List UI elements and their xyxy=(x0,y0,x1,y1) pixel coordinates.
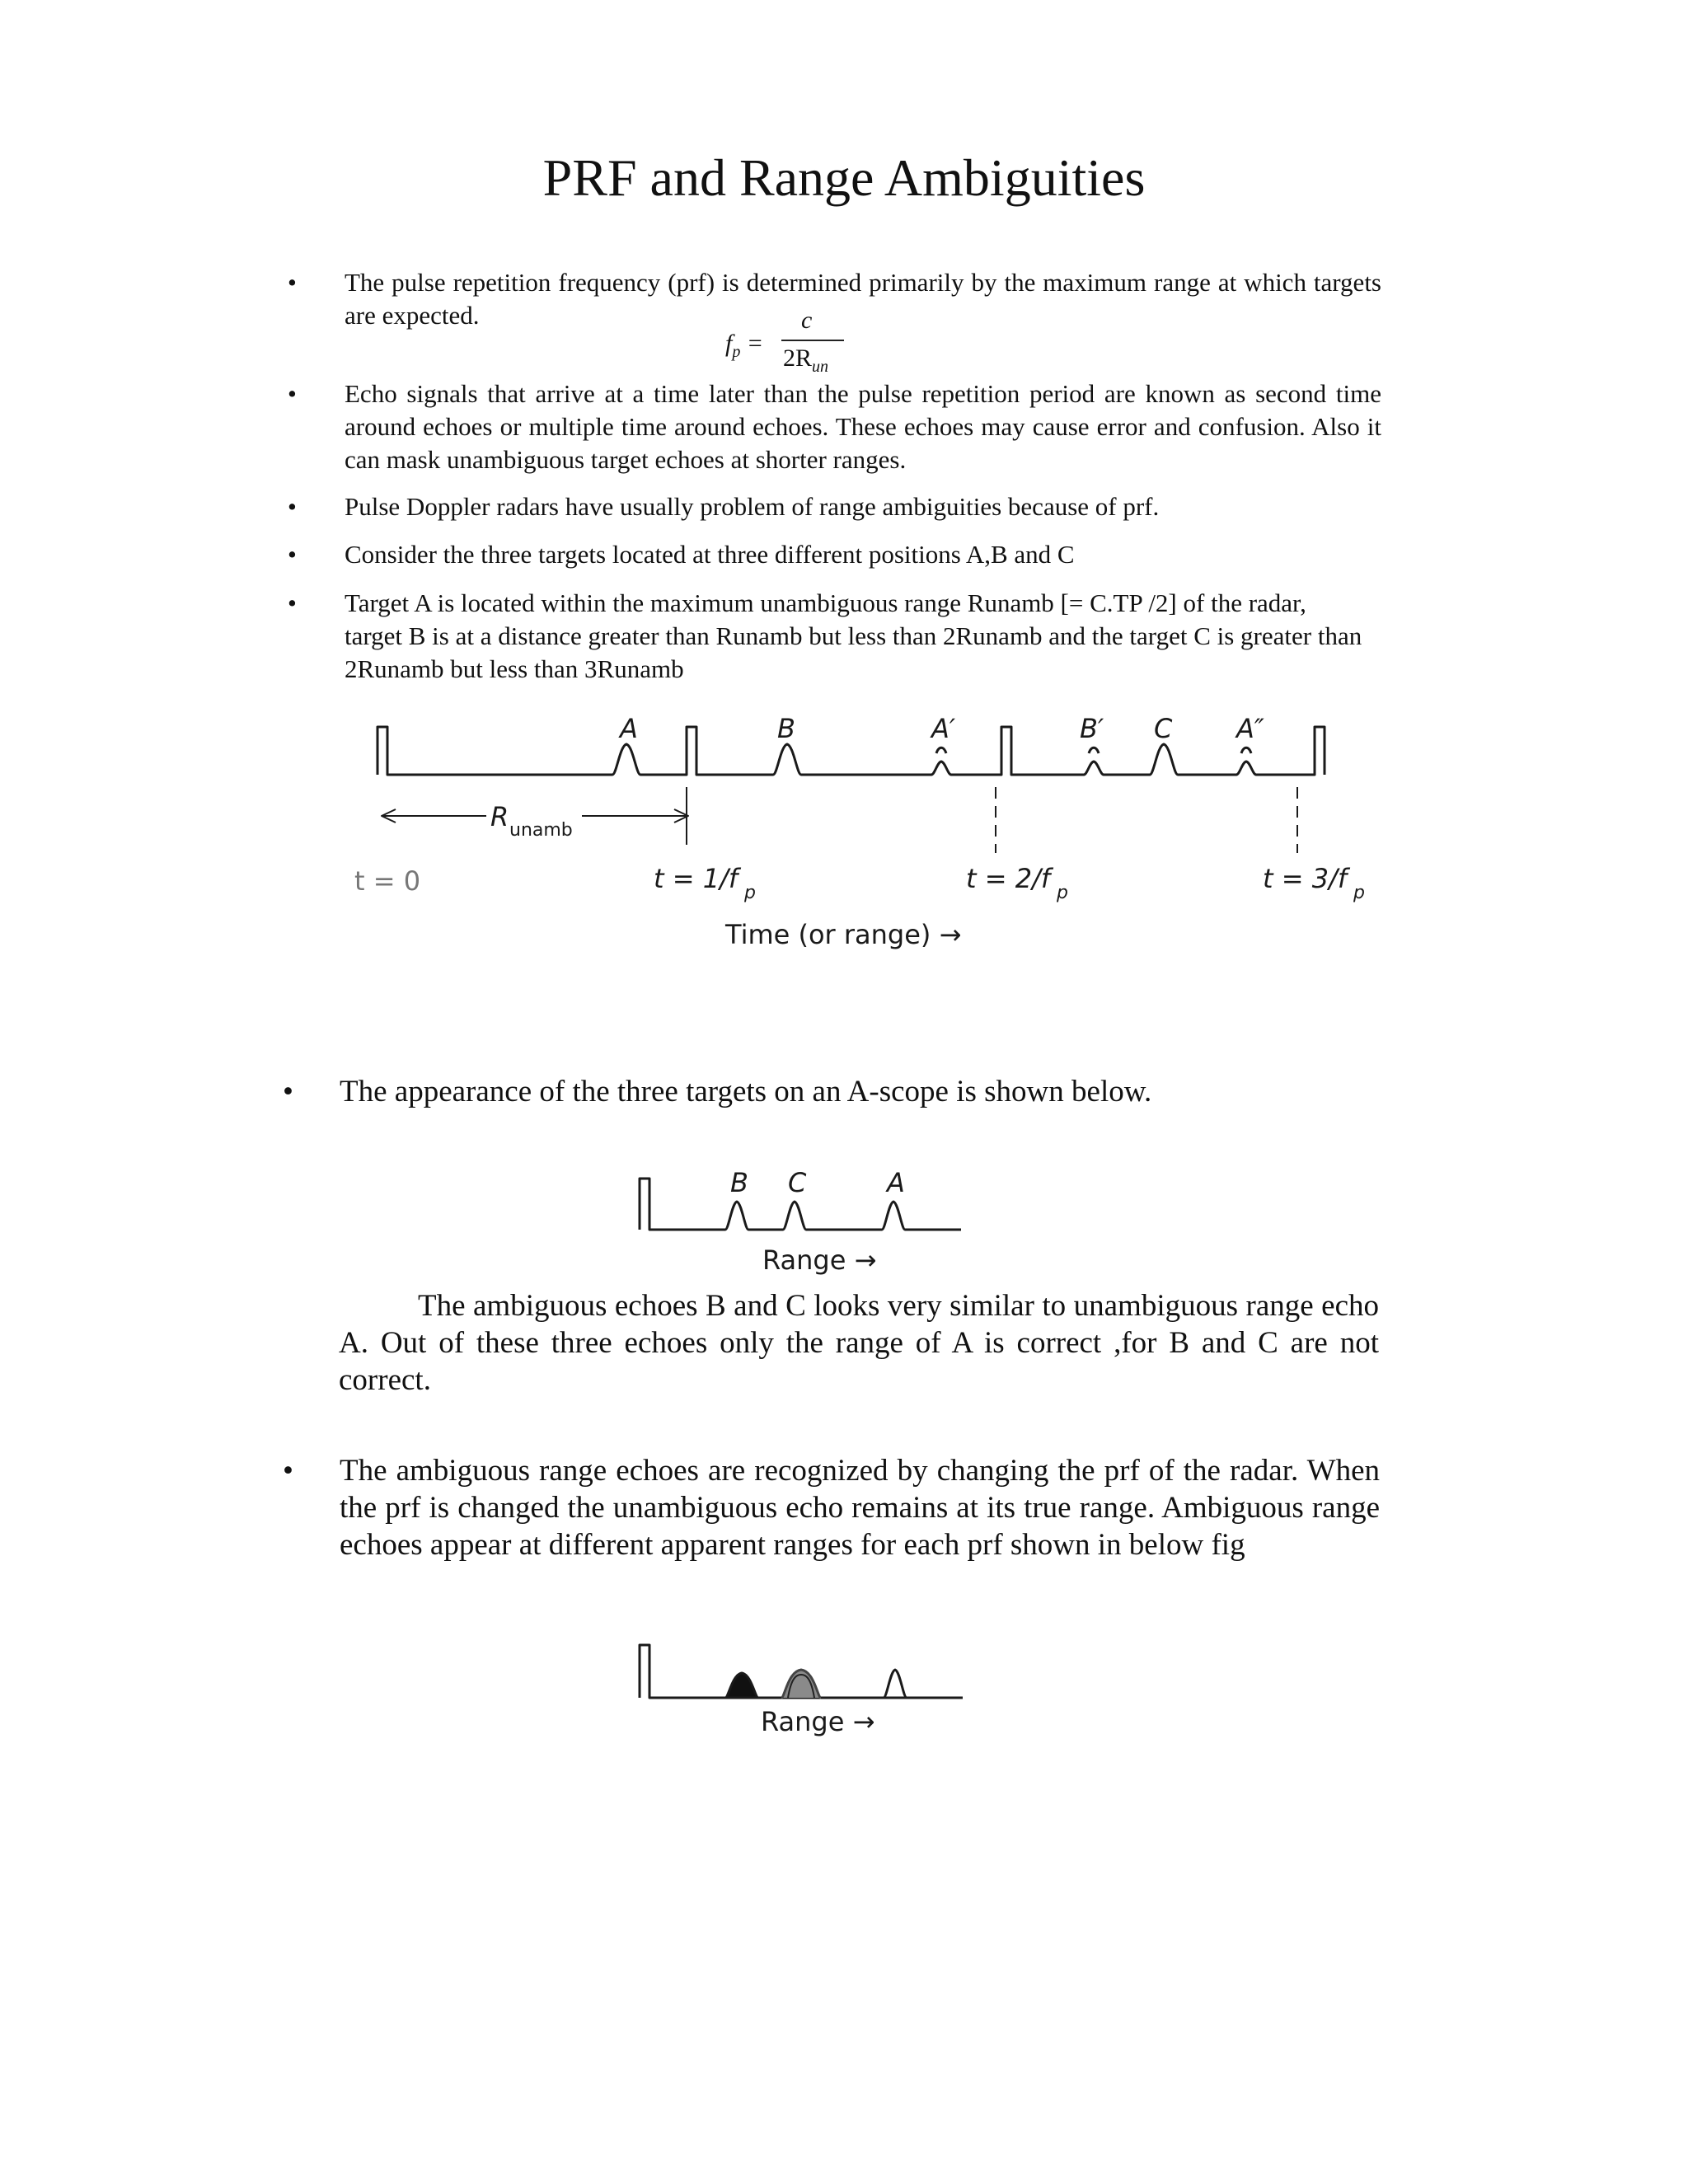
svg-text:unamb: unamb xyxy=(509,820,573,841)
multi-prf-labels xyxy=(761,1706,874,1737)
svg-text:p: p xyxy=(744,883,756,903)
t2-label xyxy=(966,863,1068,903)
svg-text:t = 2/f: t = 2/f xyxy=(966,863,1051,894)
ascope-labels xyxy=(730,1167,905,1276)
label-a2: A″ xyxy=(1236,713,1264,744)
bullet-ascope: • The appearance of the three targets on an A-scope is shown below. xyxy=(288,1073,1376,1110)
ascope-label-c: C xyxy=(788,1167,807,1198)
echo-a xyxy=(884,1670,907,1698)
bullet-text: The pulse repetition frequency (prf) is determined primarily by the maximum range at which targets are expected. xyxy=(345,268,1381,330)
svg-text:p: p xyxy=(1353,883,1365,903)
pulse-train-waveform xyxy=(377,727,1325,775)
echo-mark-b1 xyxy=(1089,748,1099,753)
bullet-text: The ambiguous range echoes are recognized by changing the prf of the radar. When the prf is changed the unambiguous echo remains at its true range. Ambiguous range echoes appear at different apparent ranges for each prf shown in below fig xyxy=(340,1454,1380,1562)
ascope-label-b: B xyxy=(730,1167,748,1198)
t3-label xyxy=(1263,863,1365,903)
page-title: PRF and Range Ambiguities xyxy=(542,148,1146,207)
bullet-text: Consider the three targets located at three different positions A,B and C xyxy=(345,540,1075,569)
runamb-label xyxy=(486,801,582,841)
bullet-echo: • Echo signals that arrive at a time later than the pulse repetition period are known as second time around echoes or multiple time around echoes. These echoes may cause error and confusion. Also it can mask unambiguous target echoes at shorter ranges. xyxy=(293,377,1381,476)
bullet-text: Pulse Doppler radars have usually problem of range ambiguities because of prf. xyxy=(345,492,1160,521)
multi-prf-axis-label: Range → xyxy=(761,1706,875,1737)
bullet-prf-change: • The ambiguous range echoes are recognized by changing the prf of the radar. When the prf is changed the unambiguous echo remains at its true range. Ambiguous range echoes appear at different apparent ranges for each prf shown in below fig xyxy=(283,1454,1380,1562)
echo-mark-a1 xyxy=(936,748,946,753)
bullet-text: The appearance of the three targets on an A-scope is shown below. xyxy=(340,1075,1152,1108)
svg-text:t = 3/f: t = 3/f xyxy=(1263,863,1348,894)
bullet-targets: • Consider the three targets located at three different positions A,B and C xyxy=(293,538,1381,571)
time-axis-label: Time (or range) → xyxy=(725,919,962,950)
svg-text:R: R xyxy=(490,801,509,832)
label-b: B xyxy=(777,713,795,744)
label-a1: A′ xyxy=(931,713,956,744)
label-c: C xyxy=(1154,713,1173,744)
t0-label: t = 0 xyxy=(354,865,421,897)
paragraph-ambiguous: The ambiguous echoes B and C looks very similar to unambiguous range echo A. Out of these three echoes only the range of A is correct ,for B and C are not correct. xyxy=(339,1289,1379,1397)
pulse-train-labels xyxy=(354,713,1365,950)
label-a: A xyxy=(620,713,638,744)
ascope-label-a: A xyxy=(887,1167,905,1198)
ascope-axis-label: Range → xyxy=(762,1244,877,1276)
t1-label xyxy=(654,863,756,903)
echo-mark-a2 xyxy=(1241,748,1251,753)
bullet-doppler: • Pulse Doppler radars have usually problem of range ambiguities because of prf. xyxy=(293,490,1381,523)
echo-b-overlap xyxy=(725,1673,758,1698)
multi-prf-figure xyxy=(640,1645,963,1698)
bullet-text: Target A is located within the maximum unambiguous range Runamb [= C.TP /2] of the radar, target B is at a distance greater than Runamb but less than 2Runamb and the target C is greater than 2Runamb but less than 3Runamb xyxy=(345,588,1362,683)
bullet-target-a: • Target A is located within the maximum unambiguous range Runamb [= C.TP /2] of the radar, target B is at a distance greater than Runamb but less than 2Runamb and the target C is greater than 2Runamb but less than 3Runamb xyxy=(293,587,1381,686)
svg-text:t = 1/f: t = 1/f xyxy=(654,863,738,894)
label-b1: B′ xyxy=(1080,713,1104,744)
bullet-text: Echo signals that arrive at a time later than the pulse repetition period are known as second time around echoes or multiple time around echoes. These echoes may cause error and confusion. Also it can mask unambiguous target echoes at shorter ranges. xyxy=(345,379,1381,474)
svg-text:p: p xyxy=(1057,883,1068,903)
bullet-prf: • The pulse repetition frequency (prf) is determined primarily by the maximum range at which targets are expected. xyxy=(293,266,1381,332)
